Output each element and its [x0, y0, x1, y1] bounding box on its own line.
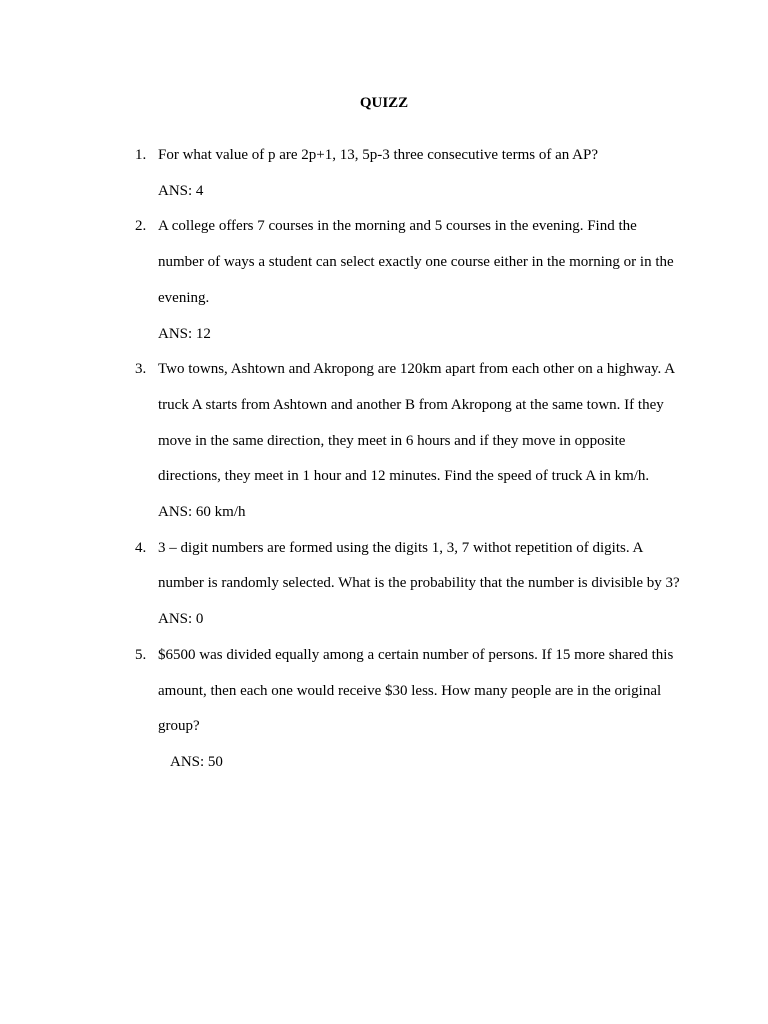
- question-item-5: [0, 638, 768, 781]
- question-text: 3 – digit numbers are formed using the digits 1, 3, 7 withot repetition of digits. A number is randomly selected. What is the probability that the number is divisible by 3?: [158, 539, 680, 592]
- page-title: QUIZZ: [359, 95, 409, 111]
- question-item-4: [0, 531, 768, 638]
- question-number: 3.: [135, 361, 147, 378]
- question-text: Two towns, Ashtown and Akropong are 120km apart from each other on a highway. A truck A starts from Ashtown and another B from Akropong at the same town. If they move in the same direction, they meet in 6 hours and if they move in opposite directions, they meet in 1 hour and 12 minutes. Find the speed of truck A in km/h.: [158, 361, 675, 485]
- question-list: [0, 138, 768, 781]
- question-answer: ANS: 50: [170, 753, 223, 770]
- question-answer: ANS: 0: [158, 611, 204, 628]
- question-number: 5.: [135, 646, 147, 663]
- question-item-3: [0, 352, 768, 531]
- question-text: $6500 was divided equally among a certain number of persons. If 15 more shared this amount, then each one would receive $30 less. How many people are in the original group?: [158, 646, 674, 735]
- question-answer: ANS: 4: [158, 182, 204, 199]
- question-answer: ANS: 60 km/h: [158, 504, 246, 521]
- question-number: 1.: [135, 147, 147, 163]
- question-item-2: [0, 209, 768, 352]
- question-item-1: [0, 138, 768, 209]
- question-number: 4.: [135, 539, 147, 556]
- question-text: For what value of p are 2p+1, 13, 5p-3 three consecutive terms of an AP?: [158, 147, 599, 163]
- question-text: A college offers 7 courses in the morning and 5 courses in the evening. Find the number of ways a student can select exactly one course either in the morning or in the evening.: [158, 218, 674, 306]
- question-number: 2.: [135, 218, 147, 235]
- question-answer: ANS: 12: [158, 325, 211, 342]
